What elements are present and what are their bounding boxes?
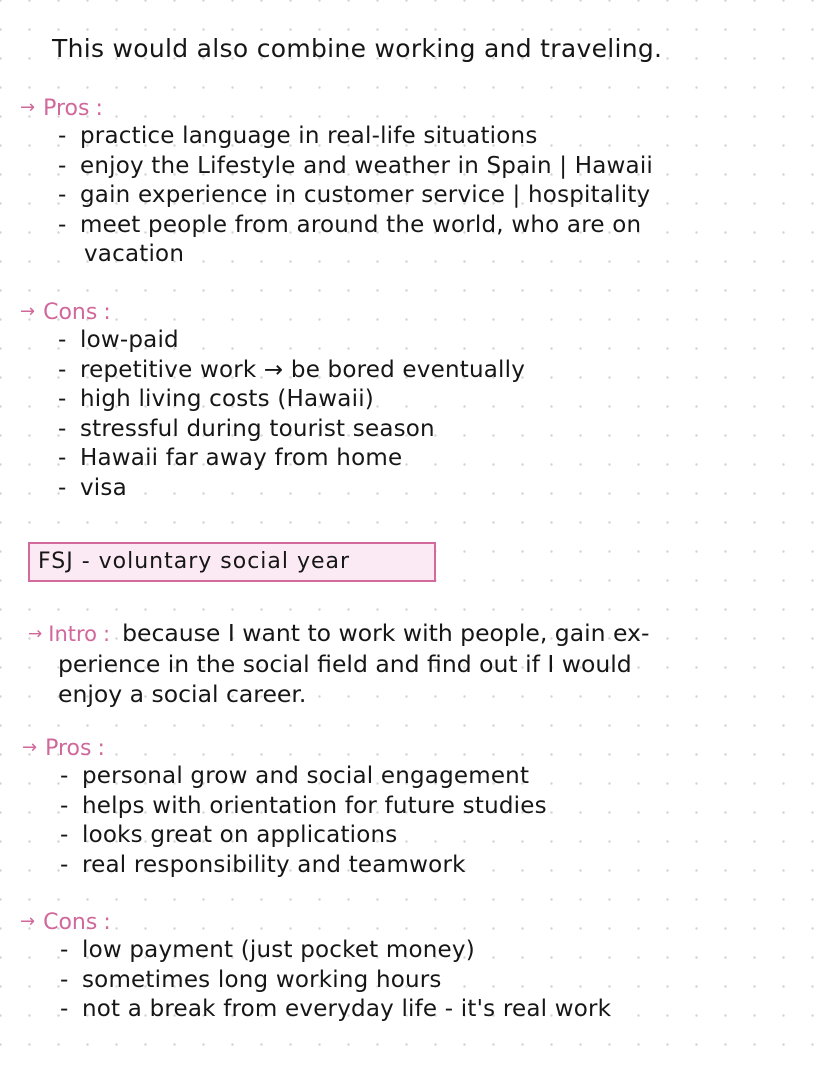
list-item: - personal grow and social engagement <box>60 763 530 789</box>
pros-heading-1: → Pros : <box>20 96 103 121</box>
arrow-right-icon: → <box>20 911 36 932</box>
list-item: - stressful during tourist season <box>58 415 435 442</box>
list-item: - not a break from everyday life - it's real work <box>60 996 612 1022</box>
intro-first-line: → Intro : because I want to work with people, gain ex- <box>28 619 650 647</box>
arrow-right-icon: → <box>20 97 36 118</box>
cons-heading-2: → Cons : <box>20 910 111 935</box>
intro-line-3: enjoy a social career. <box>58 680 307 708</box>
list-item: - meet people from around the world, who are on <box>58 211 642 238</box>
cons-heading-label: Cons <box>43 300 98 325</box>
list-item: - looks great on applications <box>60 822 398 848</box>
intro-line-2: perience in the social field and find out if I would <box>58 650 632 678</box>
arrow-right-icon: → <box>20 301 36 322</box>
cons-list-2 <box>60 936 611 1025</box>
list-item: - gain experience in customer service | hospitality <box>58 182 651 208</box>
list-item: - real responsibility and teamwork <box>60 851 466 878</box>
list-item: - low payment (just pocket money) <box>60 937 475 963</box>
list-item: - repetitive work → be bored eventually <box>58 356 526 383</box>
list-item: - Hawaii far away from home <box>58 445 403 471</box>
list-item: - low-paid <box>58 327 179 353</box>
cons-heading-1: → Cons : <box>20 300 111 325</box>
arrow-right-icon: → <box>28 624 43 644</box>
cons-heading-label: Cons <box>43 910 98 935</box>
pros-heading-label: Pros <box>45 736 92 761</box>
list-item-continuation: vacation <box>84 241 185 267</box>
pros-list-2 <box>60 762 547 880</box>
list-item: - enjoy the Lifestyle and weather in Spain | Hawaii <box>58 152 654 179</box>
arrow-right-icon: → <box>22 737 38 758</box>
intro-sentence: This would also combine working and traveling. <box>52 34 663 63</box>
cons-list-1 <box>58 326 525 503</box>
list-item: - helps with orientation for future studies <box>60 792 547 819</box>
list-item: - high living costs (Hawaii) <box>58 386 374 412</box>
list-item: - sometimes long working hours <box>60 966 442 993</box>
intro-label: → Intro : <box>28 622 111 646</box>
intro-paragraph <box>28 618 818 709</box>
pros-heading-label: Pros <box>43 96 90 121</box>
pros-list-1 <box>58 122 653 270</box>
pros-heading-2: → Pros : <box>22 736 105 761</box>
section-title-box: FSJ - voluntary social year <box>28 542 436 582</box>
list-item: - practice language in real-life situations <box>58 123 538 149</box>
list-item: - visa <box>58 474 127 501</box>
